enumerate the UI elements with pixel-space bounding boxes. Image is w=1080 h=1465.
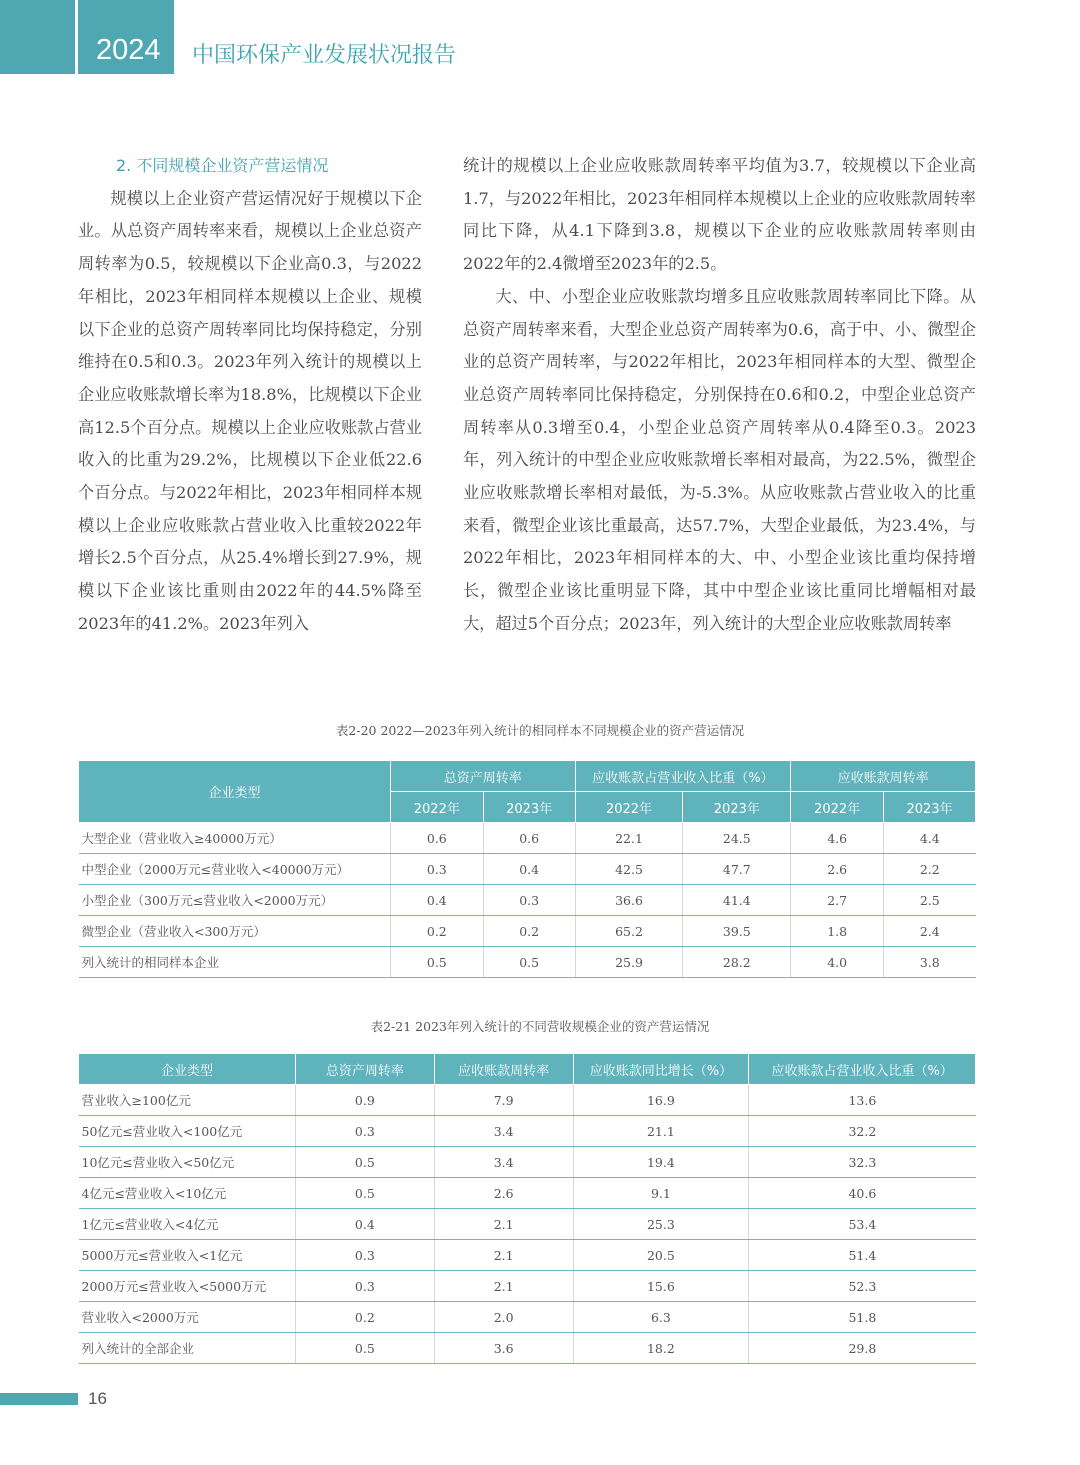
table-cell: 15.6 bbox=[573, 1271, 749, 1302]
table-cell: 1.8 bbox=[791, 916, 884, 947]
column-group-header: 应收账款周转率 bbox=[791, 761, 976, 792]
table-cell: 0.4 bbox=[483, 854, 575, 885]
table-cell: 0.6 bbox=[483, 823, 575, 854]
table-cell: 0.2 bbox=[483, 916, 575, 947]
table-cell: 5000万元≤营业收入<1亿元 bbox=[79, 1240, 296, 1271]
page-number: 16 bbox=[88, 1389, 107, 1408]
table-cell: 1亿元≤营业收入<4亿元 bbox=[79, 1209, 296, 1240]
section-heading: 2. 不同规模企业资产营运情况 bbox=[116, 156, 329, 175]
table-caption: 表2-21 2023年列入统计的不同营收规模企业的资产营运情况 bbox=[370, 1019, 710, 1034]
table-row bbox=[79, 1116, 976, 1147]
table-cell: 4.6 bbox=[791, 823, 884, 854]
table-cell: 52.3 bbox=[749, 1271, 976, 1302]
table-cell: 3.8 bbox=[884, 947, 976, 978]
table-cell: 25.3 bbox=[573, 1209, 749, 1240]
table-cell: 列入统计的全部企业 bbox=[79, 1333, 296, 1364]
table-cell: 32.3 bbox=[749, 1147, 976, 1178]
table-cell: 51.4 bbox=[749, 1240, 976, 1271]
table-cell: 2.7 bbox=[791, 885, 884, 916]
table-cell: 65.2 bbox=[575, 916, 683, 947]
table-row bbox=[79, 1333, 976, 1364]
table-row bbox=[79, 1240, 976, 1271]
table-cell: 6.3 bbox=[573, 1302, 749, 1333]
table-row bbox=[79, 1085, 976, 1116]
table-cell: 29.8 bbox=[749, 1333, 976, 1364]
table-row bbox=[79, 854, 976, 885]
table-cell: 0.3 bbox=[295, 1116, 434, 1147]
table-cell: 53.4 bbox=[749, 1209, 976, 1240]
table-cell: 3.4 bbox=[434, 1116, 573, 1147]
table-row bbox=[79, 1302, 976, 1333]
table-cell: 2.2 bbox=[884, 854, 976, 885]
table-cell: 39.5 bbox=[683, 916, 791, 947]
table-cell: 24.5 bbox=[683, 823, 791, 854]
table-row bbox=[79, 885, 976, 916]
body-paragraph: 规模以上企业资产营运情况好于规模以下企业。从总资产周转率来看，规模以上企业总资产周转率为0.5，较规模以下企业高0.3，与2022年相比，2023年相同样本规模以上企业、规模以下企业的总资产周转率同比均保持稳定，分别维持在0.5和0.3。2023年列入统计的规模以上企业应收账款增长率为18.8%，比规模以下企业高12.5个百分点。规模以上企业应收账款占营业收入的比重为29.2%，比规模以下企业低22.6个百分点。与2022年相比，2023年相同样本规模以上企业应收账款占营业收入比重较2022年增长2.5个百分点，从25.4%增长到27.9%，规模以下企业该比重则由2022年的44.5%降至2023年的41.2%。2023年列入 bbox=[78, 188, 422, 633]
table-cell: 营业收入≥100亿元 bbox=[79, 1085, 296, 1116]
table-cell: 47.7 bbox=[683, 854, 791, 885]
table-cell: 微型企业（营业收入<300万元） bbox=[79, 916, 391, 947]
column-header: 总资产周转率 bbox=[295, 1054, 434, 1085]
column-header: 2022年 bbox=[791, 792, 884, 823]
table-cell: 2.6 bbox=[791, 854, 884, 885]
table-cell: 16.9 bbox=[573, 1085, 749, 1116]
column-header: 2022年 bbox=[390, 792, 483, 823]
table-cell: 3.6 bbox=[434, 1333, 573, 1364]
column-header: 2022年 bbox=[575, 792, 683, 823]
table-cell: 2.1 bbox=[434, 1209, 573, 1240]
table-cell: 28.2 bbox=[683, 947, 791, 978]
table-cell: 2.6 bbox=[434, 1178, 573, 1209]
text-column-left bbox=[78, 150, 422, 641]
table-cell: 中型企业（2000万元≤营业收入<40000万元） bbox=[79, 854, 391, 885]
table-cell: 0.2 bbox=[390, 916, 483, 947]
table-asset-operation-by-size bbox=[78, 760, 976, 978]
table-cell: 大型企业（营业收入≥40000万元） bbox=[79, 823, 391, 854]
column-header: 应收账款占营业收入比重（%） bbox=[749, 1054, 976, 1085]
body-paragraph: 大、中、小型企业应收账款均增多且应收账款周转率同比下降。从总资产周转率来看，大型企业总资产周转率为0.6，高于中、小、微型企业的总资产周转率，与2022年相比，2023年相同样本的大型、微型企业总资产周转率同比保持稳定，分别保持在0.6和0.2，中型企业总资产周转率从0.3增至0.4，小型企业总资产周转率从0.4降至0.3。2023年，列入统计的中型企业应收账款增长率相对最高，为22.5%，微型企业应收账款增长率相对最低，为-5.3%。从应收账款占营业收入的比重来看，微型企业该比重最高，达57.7%，大型企业最低，为23.4%，与2022年相比，2023年相同样本的大、中、小型企业该比重均保持增长，微型企业该比重明显下降，其中中型企业该比重同比增幅相对最大，超过5个百分点；2023年，列入统计的大型企业应收账款周转率 bbox=[463, 286, 976, 633]
table-cell: 50亿元≤营业收入<100亿元 bbox=[79, 1116, 296, 1147]
table-cell: 42.5 bbox=[575, 854, 683, 885]
table-cell: 25.9 bbox=[575, 947, 683, 978]
table-cell: 32.2 bbox=[749, 1116, 976, 1147]
table-cell: 4亿元≤营业收入<10亿元 bbox=[79, 1178, 296, 1209]
table-cell: 22.1 bbox=[575, 823, 683, 854]
table-cell: 0.4 bbox=[295, 1209, 434, 1240]
table-caption: 表2-20 2022—2023年列入统计的相同样本不同规模企业的资产营运情况 bbox=[335, 723, 745, 738]
table-cell: 0.5 bbox=[295, 1147, 434, 1178]
table-cell: 18.2 bbox=[573, 1333, 749, 1364]
table-asset-operation-by-revenue bbox=[78, 1053, 976, 1364]
table-row bbox=[79, 1147, 976, 1178]
table-cell: 2.1 bbox=[434, 1240, 573, 1271]
table-row bbox=[79, 916, 976, 947]
table-cell: 列入统计的相同样本企业 bbox=[79, 947, 391, 978]
table-cell: 4.0 bbox=[791, 947, 884, 978]
table-cell: 36.6 bbox=[575, 885, 683, 916]
column-group-header: 应收账款占营业收入比重（%） bbox=[575, 761, 791, 792]
table-cell: 0.5 bbox=[390, 947, 483, 978]
table-row bbox=[79, 1209, 976, 1240]
table-cell: 40.6 bbox=[749, 1178, 976, 1209]
table-cell: 0.9 bbox=[295, 1085, 434, 1116]
table-cell: 0.3 bbox=[295, 1240, 434, 1271]
table-cell: 41.4 bbox=[683, 885, 791, 916]
table-cell: 19.4 bbox=[573, 1147, 749, 1178]
table-cell: 0.3 bbox=[483, 885, 575, 916]
table-cell: 2.0 bbox=[434, 1302, 573, 1333]
column-group-header: 总资产周转率 bbox=[390, 761, 575, 792]
table-cell: 20.5 bbox=[573, 1240, 749, 1271]
table-cell: 2.1 bbox=[434, 1271, 573, 1302]
header-year: 2024 bbox=[96, 34, 161, 66]
table-cell: 7.9 bbox=[434, 1085, 573, 1116]
table-cell: 0.3 bbox=[390, 854, 483, 885]
table-cell: 2.4 bbox=[884, 916, 976, 947]
column-header: 2023年 bbox=[884, 792, 976, 823]
table-cell: 13.6 bbox=[749, 1085, 976, 1116]
table-cell: 9.1 bbox=[573, 1178, 749, 1209]
table-cell: 0.5 bbox=[483, 947, 575, 978]
table-row bbox=[79, 947, 976, 978]
table-cell: 小型企业（300万元≤营业收入<2000万元） bbox=[79, 885, 391, 916]
report-title: 中国环保产业发展状况报告 bbox=[192, 43, 457, 68]
header-bar-left bbox=[0, 0, 75, 74]
table-row bbox=[79, 823, 976, 854]
table-cell: 2.5 bbox=[884, 885, 976, 916]
table-cell: 0.4 bbox=[390, 885, 483, 916]
table-cell: 0.5 bbox=[295, 1178, 434, 1209]
footer-accent-bar bbox=[0, 1393, 78, 1405]
column-header: 应收账款同比增长（%） bbox=[573, 1054, 749, 1085]
table-row bbox=[79, 1271, 976, 1302]
table-cell: 0.3 bbox=[295, 1271, 434, 1302]
table-cell: 0.6 bbox=[390, 823, 483, 854]
body-paragraph: 统计的规模以上企业应收账款周转率平均值为3.7，较规模以下企业高1.7，与2022年相比，2023年相同样本规模以上企业的应收账款周转率同比下降，从4.1下降到3.8，规模以下企业的应收账款周转率则由2022年的2.4微增至2023年的2.5。 bbox=[463, 156, 976, 274]
column-header: 2023年 bbox=[483, 792, 575, 823]
text-column-right bbox=[463, 150, 976, 641]
table-cell: 3.4 bbox=[434, 1147, 573, 1178]
column-header: 企业类型 bbox=[79, 1054, 296, 1085]
column-header: 2023年 bbox=[683, 792, 791, 823]
table-cell: 51.8 bbox=[749, 1302, 976, 1333]
table-cell: 4.4 bbox=[884, 823, 976, 854]
column-header: 应收账款周转率 bbox=[434, 1054, 573, 1085]
table-cell: 10亿元≤营业收入<50亿元 bbox=[79, 1147, 296, 1178]
table-cell: 0.5 bbox=[295, 1333, 434, 1364]
table-cell: 2000万元≤营业收入<5000万元 bbox=[79, 1271, 296, 1302]
table-cell: 21.1 bbox=[573, 1116, 749, 1147]
table-row bbox=[79, 1178, 976, 1209]
column-header: 企业类型 bbox=[79, 761, 391, 823]
table-cell: 0.2 bbox=[295, 1302, 434, 1333]
table-cell: 营业收入<2000万元 bbox=[79, 1302, 296, 1333]
